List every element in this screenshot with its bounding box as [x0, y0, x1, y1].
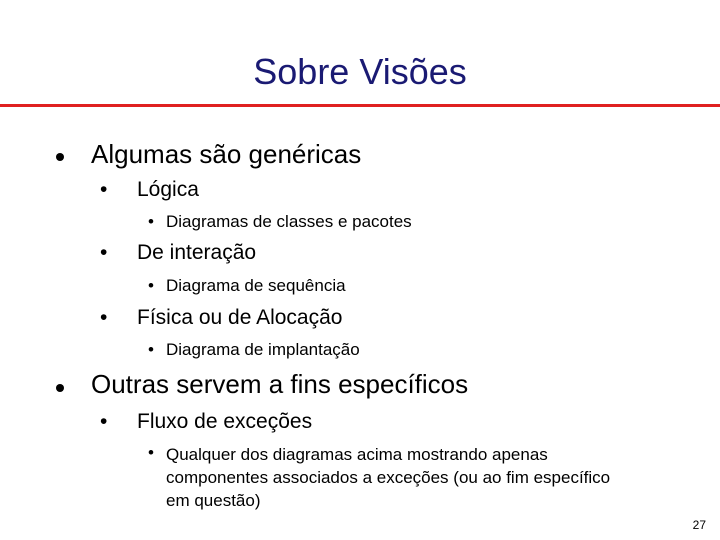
slide-title: Sobre Visões — [253, 51, 467, 92]
bullet-icon: • — [100, 241, 108, 264]
bullet-icon: • — [148, 212, 154, 231]
bullet-level2: De interação — [137, 241, 257, 264]
bullet-icon: • — [100, 306, 108, 329]
bullet-level3: Diagrama de sequência — [166, 276, 346, 295]
bullet-icon: • — [100, 410, 108, 433]
bullet-level3: Diagrama de implantação — [166, 340, 360, 359]
bullet-level3: Diagramas de classes e pacotes — [166, 212, 412, 231]
bullet-icon: • — [148, 276, 154, 295]
bullet-level1: Outras servem a fins específicos — [91, 369, 469, 399]
bullet-level1: Algumas são genéricas — [91, 139, 362, 169]
bullet-dot-icon — [56, 384, 64, 392]
page-number: 27 — [692, 518, 706, 532]
bullet-icon: • — [100, 178, 108, 201]
bullet-dot-icon — [56, 153, 64, 161]
title-divider — [0, 104, 720, 107]
bullet-level2: Fluxo de exceções — [137, 410, 313, 433]
bullet-level2: Física ou de Alocação — [137, 306, 343, 329]
bullet-icon: • — [148, 443, 154, 462]
bullet-level2: Lógica — [137, 178, 199, 201]
bullet-icon: • — [148, 340, 154, 359]
bullet-level3: Qualquer dos diagramas acima mostrando apenas componentes associados a exceções (ou ao fim específico em questão) — [166, 445, 611, 510]
